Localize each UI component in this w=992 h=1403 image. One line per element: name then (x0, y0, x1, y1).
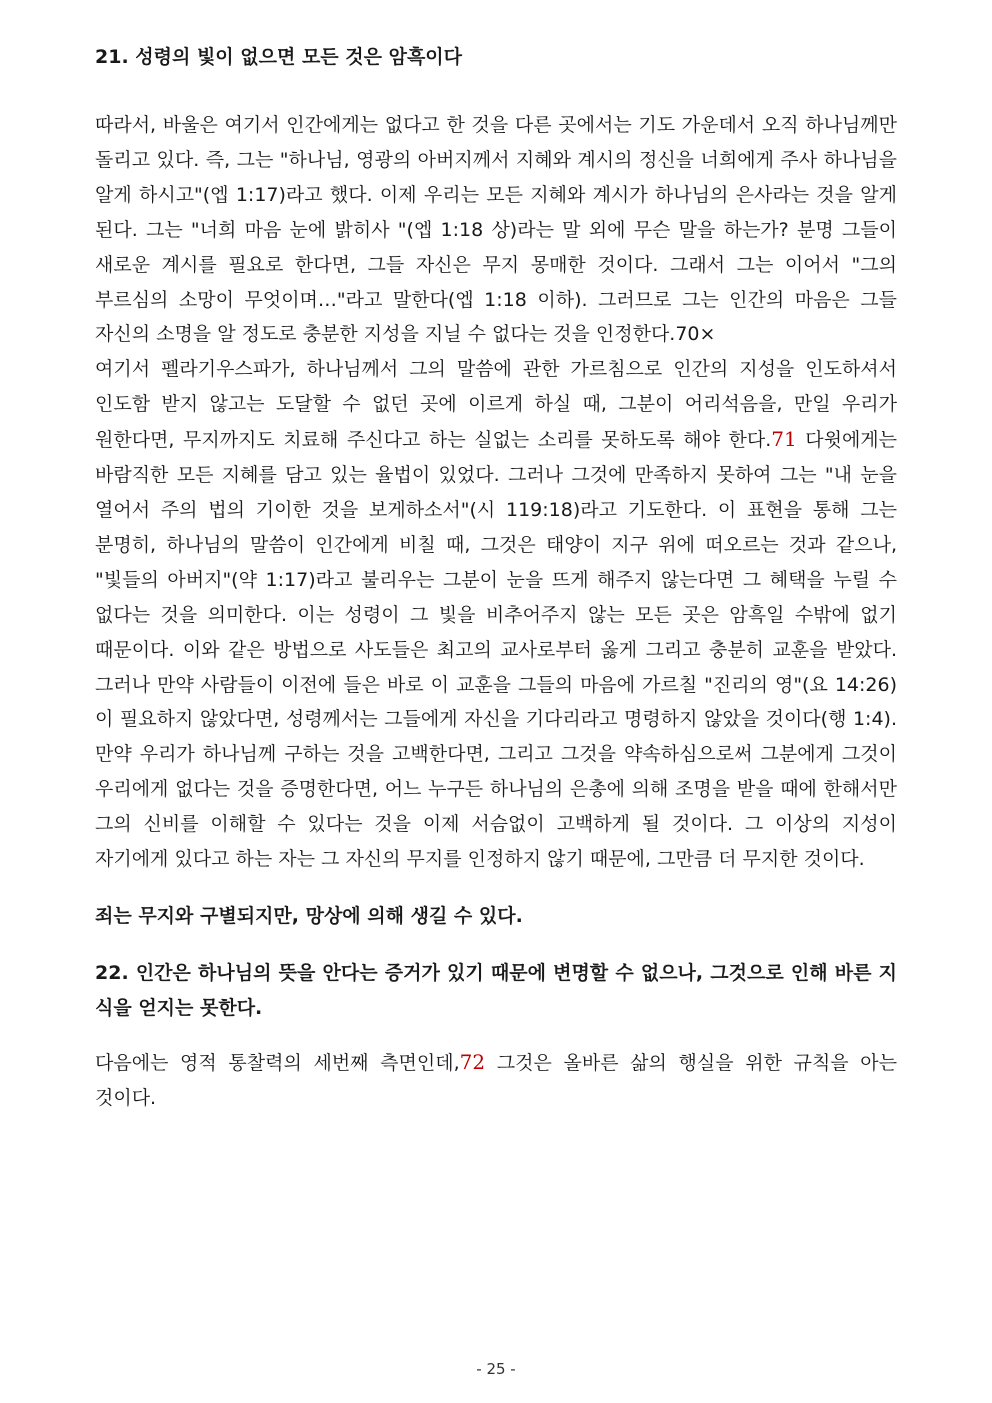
section-21-paragraph-2 (95, 352, 897, 877)
paragraph-2-text-start: 여기서 펠라기우스파가, 하나님께서 그의 말씀에 관한 가르침으로 인간의 지성을 인도하셔서 인도함 받지 않고는 도달할 수 없던 곳에 이르게 하실 때, 그분이 어리석음을, 만일 우리가 원한다면, 무지까지도 치료해 주신다고 하는 실없는 소리를 못하도록 해야 한다. (95, 358, 897, 452)
footnote-71[interactable]: 71 (771, 427, 797, 452)
section-22-paragraph-1 (95, 1045, 897, 1116)
section-22-heading: 22. 인간은 하나님의 뜻을 안다는 증거가 있기 때문에 변명할 수 없으나, 그것으로 인해 바른 지식을 얻지는 못한다. (95, 961, 897, 1019)
spacer (95, 75, 897, 108)
document-page (95, 40, 897, 1116)
paragraph-text-end: 그것은 올바른 삶의 행실을 위한 규칙을 아는 것이다. (95, 1051, 898, 1109)
paragraph-2-text-end: 다윗에게는 바람직한 모든 지혜를 담고 있는 율법이 있었다. 그러나 그것에 만족하지 못하여 그는 "내 눈을 열어서 주의 법의 기이한 것을 보게하소서"(시 119:18)라고 기도한다. 이 표현을 통해 그는 분명히, 하나님의 말씀이 인간에게 비칠 때, 그것은 태양이 지구 위에 떠오르는 것과 같으나, "빛들의 아버지"(약 1:17)라고 불리우는 그분이 눈을 뜨게 해주지 않는다면 그 혜택을 누릴 수 없다는 것을 의미한다. 이는 성령이 그 빛을 비추어주지 않는 모든 곳은 암흑일 수밖에 없기 때문이다. 이와 같은 방법으로 사도들은 최고의 교사로부터 옳게 그리고 충분히 교훈을 받았다. 그러나 만약 사람들이 이전에 들은 바로 이 교훈을 그들의 마음에 가르칠 "진리의 영"(요 14:26)이 필요하지 않았다면, 성령께서는 그들에게 자신을 기다리라고 명령하지 않았을 것이다(행 1:4). 만약 우리가 하나님께 구하는 것을 고백한다면, 그리고 그것을 약속하심으로써 그분에게 그것이 우리에게 없다는 것을 증명한다면, 어느 누구든 하나님의 은총에 의해 조명을 받을 때에 한해서만 그의 신비를 이해할 수 있다는 것을 이제 서슴없이 고백하게 될 것이다. 그 이상의 지성이 자기에게 있다고 하는 자는 그 자신의 무지를 인정하지 않기 때문에, 그만큼 더 무지한 것이다. (95, 429, 898, 871)
section-21-paragraph-1: 따라서, 바울은 여기서 인간에게는 없다고 한 것을 다른 곳에서는 기도 가운데서 오직 하나님께만 돌리고 있다. 즉, 그는 "하나님, 영광의 아버지께서 지혜와 계시의 정신을 너희에게 주사 하나님을 알게 하시고"(엡 1:17)라고 했다. 이제 우리는 모든 지혜와 계시가 하나님의 은사라는 것을 알게 된다. 그는 "너희 마음 눈에 밝히사 "(엡 1:18 상)라는 말 외에 무슨 말을 하는가? 분명 그들이 새로운 계시를 필요로 한다면, 그들 자신은 무지 몽매한 것이다. 그래서 그는 이어서 "그의 부르심의 소망이 무엇이며…"라고 말한다(엡 1:18 이하). 그러므로 그는 인간의 마음은 그들 자신의 소명을 알 정도로 충분한 지성을 지닐 수 없다는 것을 인정한다.70× (95, 114, 897, 346)
sin-ignorance-subheading: 죄는 무지와 구별되지만, 망상에 의해 생길 수 있다. (95, 904, 523, 927)
spacer (95, 1026, 897, 1045)
spacer (95, 934, 897, 956)
footnote-72[interactable]: 72 (459, 1049, 486, 1074)
spacer (95, 877, 897, 899)
section-21-heading: 21. 성령의 빛이 없으면 모든 것은 암흑이다 (95, 46, 463, 68)
page-number: - 25 - (476, 1360, 516, 1378)
paragraph-text-start: 다음에는 영적 통찰력의 세번째 측면인데, (95, 1051, 460, 1074)
